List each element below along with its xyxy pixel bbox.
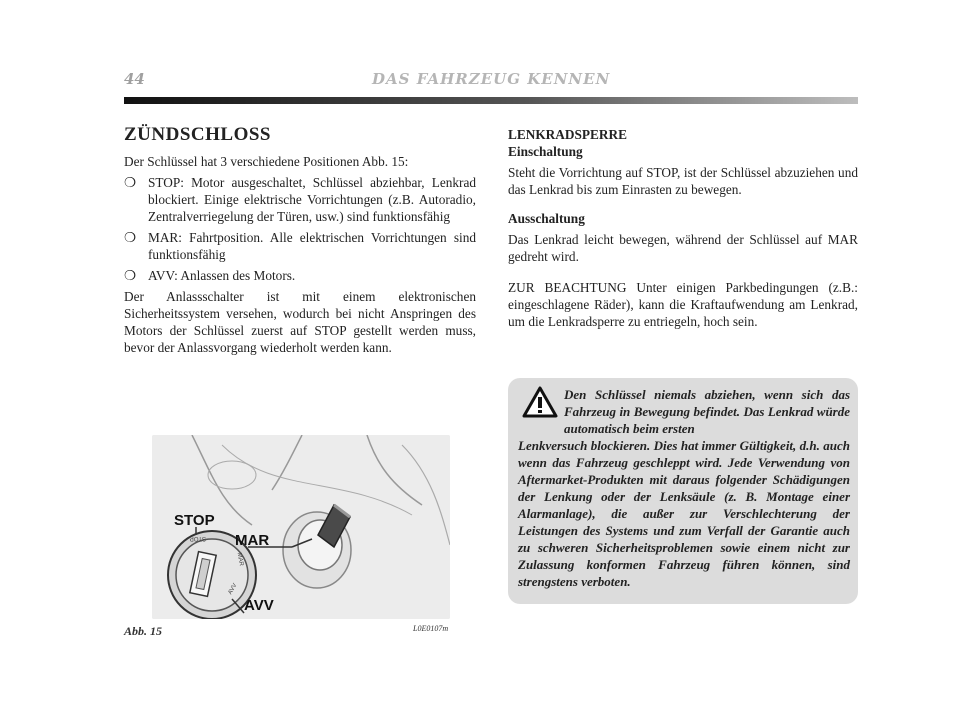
figure-caption: Abb. 15 [124, 624, 163, 638]
figure-code: L0E0107m [413, 624, 449, 633]
figure-ignition [152, 435, 450, 619]
subsection-heading: LENKRADSPERRE [508, 127, 627, 142]
disengage-heading: Ausschaltung [508, 211, 585, 226]
bullet-mar [124, 229, 476, 263]
intro-text: Der Schlüssel hat 3 verschiedene Positionen Abb. 15: [124, 154, 409, 169]
engage-text: Steht die Vorrichtung auf STOP, ist der Schlüssel abzuziehen und das Lenkrad bis zum Einrasten zu bewegen. [508, 165, 858, 197]
bullet-marker: ❍ [124, 230, 136, 245]
svg-text:STOP: STOP [189, 535, 206, 541]
right-column [508, 126, 858, 330]
warning-lead: Den Schlüssel niemals abziehen, wenn sich das Fahrzeug in Bewegung befindet. Das Lenkrad würde automatisch beim ersten [564, 387, 850, 436]
label-avv: AVV [244, 597, 274, 614]
section-heading: ZÜNDSCHLOSS [124, 124, 271, 145]
bullet-text: STOP: Motor ausgeschaltet, Schlüssel abziehbar, Lenkrad blockiert. Einige elektrische Vorrichtungen (z.B. Autoradio, Zentralverriegelung der Türen, usw.) sind funktionsfähig [148, 175, 476, 224]
bullet-avv [124, 267, 476, 284]
body-paragraph: Der Anlassschalter ist mit einem elektronischen Sicherheitssystem versehen, wodurch bei nicht Anspringen des Motors der Schlüssel zuerst auf STOP gestellt werden muss, bevor der Anlassvorgang wiederholt werden kann. [124, 289, 476, 355]
label-stop: STOP [174, 512, 215, 529]
ignition-illustration [152, 435, 450, 619]
bullet-stop [124, 174, 476, 225]
note-text: ZUR BEACHTUNG Unter einigen Parkbedingungen (z.B.: eingeschlagene Räder), kann die Kraftaufwendung am Lenkrad, um die Lenkradsperre zu entriegeln, hoch sein. [508, 280, 858, 329]
bullet-marker: ❍ [124, 268, 136, 283]
left-column [124, 126, 476, 356]
warning-body: Lenkversuch blockieren. Dies hat immer Gültigkeit, d.h. auch wenn das Fahrzeug geschleppt wird. Jede Verwendung von Aftermarket-Produkten mit daraus folgender Schädigungen der Lenkung oder der Lenksäule (z. B. Montage einer Alarmanlage), die außer zur Verschlechterung der Leistungen des Systems und zum Verfall der Garantie auch zu schweren Sicherheitsproblemen sowie einem nicht zur Zulassung konformen Fahrzeug führen können, sind strengstens verboten. [518, 438, 850, 589]
header-rule [124, 97, 858, 104]
svg-text:MAR: MAR [235, 552, 244, 567]
bullet-text: AVV: Anlassen des Motors. [148, 268, 296, 283]
bullet-marker: ❍ [124, 175, 136, 190]
label-mar: MAR [235, 532, 270, 549]
disengage-text: Das Lenkrad leicht bewegen, während der Schlüssel auf MAR gedreht wird. [508, 232, 858, 264]
engage-heading: Einschaltung [508, 144, 583, 159]
running-header-title: DAS FAHRZEUG KENNEN [372, 70, 611, 88]
warning-text [518, 386, 850, 590]
page-number: 44 [124, 70, 145, 88]
bullet-text: MAR: Fahrtposition. Alle elektrischen Vorrichtungen sind funktionsfähig [148, 230, 476, 262]
svg-text:AVV: AVV [227, 582, 239, 596]
warning-box [508, 378, 858, 604]
